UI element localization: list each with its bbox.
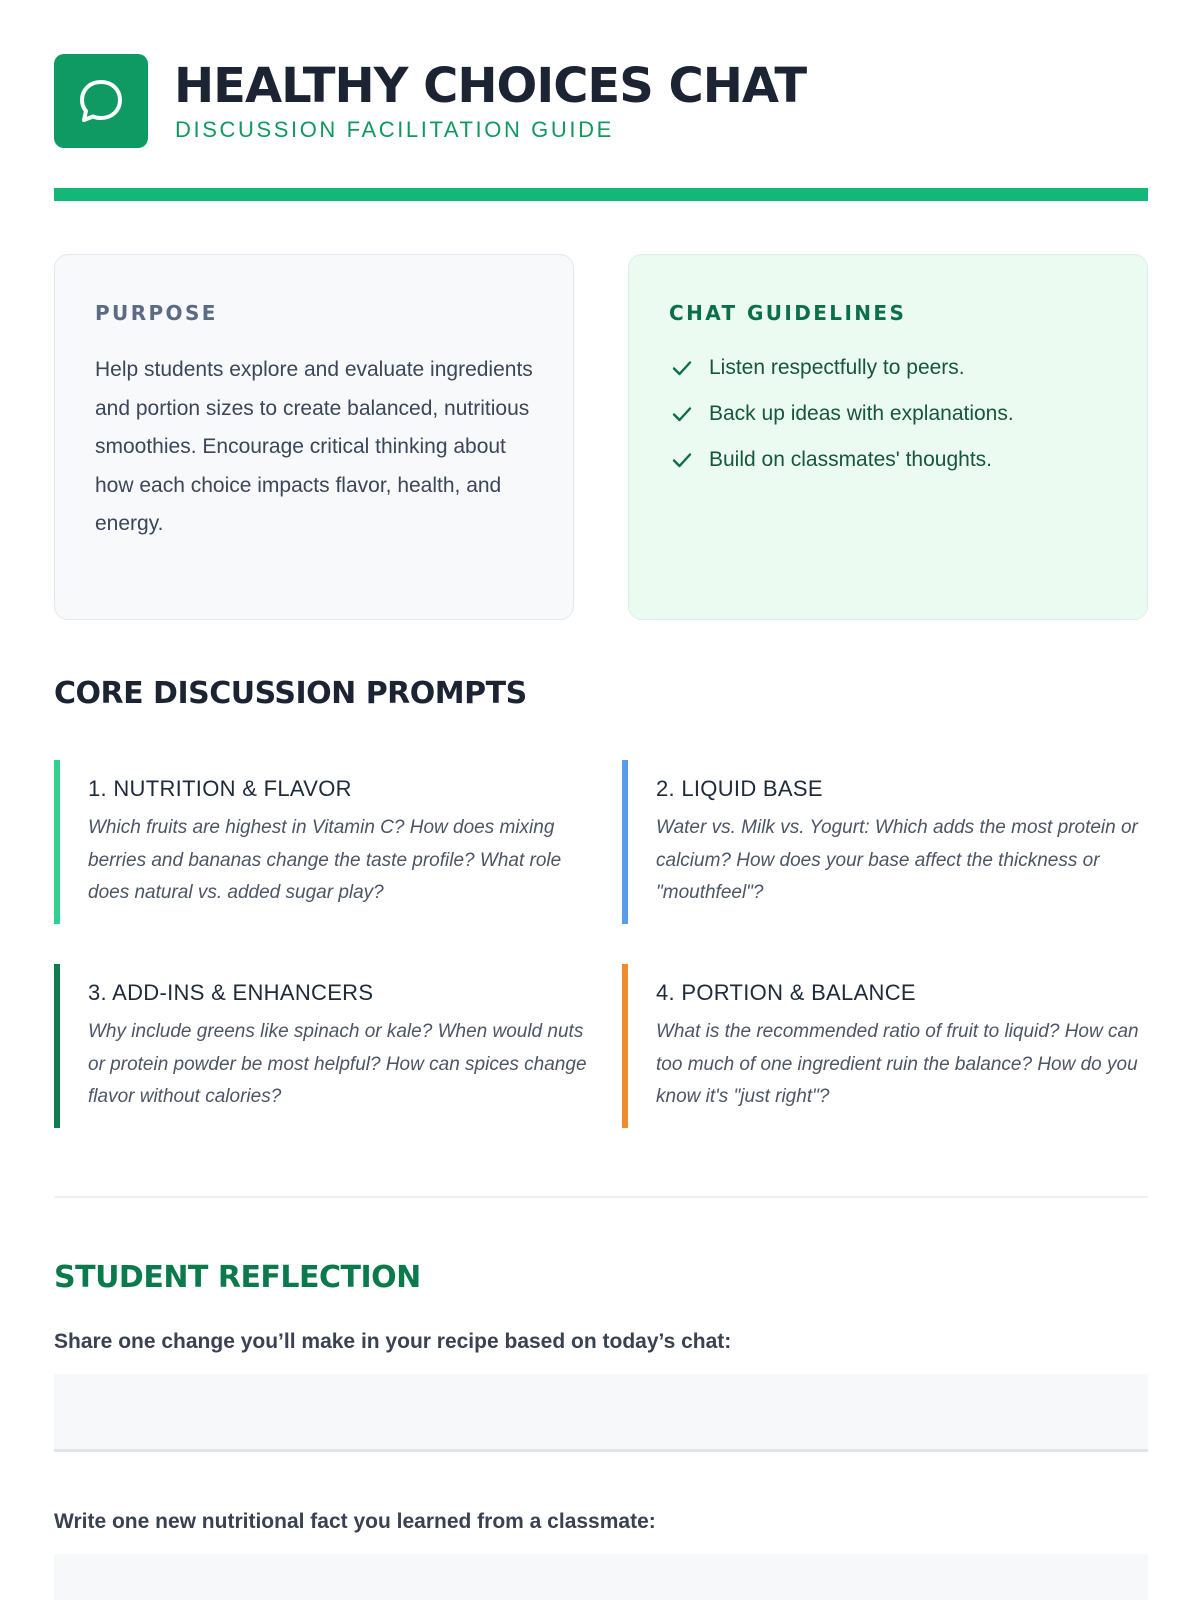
- prompt-liquid-base: [622, 760, 1156, 924]
- prompt-portion-balance: [622, 964, 1156, 1128]
- prompt-text: Which fruits are highest in Vitamin C? How does mixing berries and bananas change the taste profile? What role does natural vs. added sugar play?: [88, 817, 562, 903]
- chat-bubble-icon: [73, 73, 129, 129]
- purpose-text: Help students explore and evaluate ingredients and portion sizes to create balanced, nutritious smoothies. Encourage critical thinking about how each choice impacts flavor, health, and energy.: [95, 358, 533, 535]
- logo: [54, 54, 148, 148]
- check-icon: [669, 401, 695, 427]
- check-icon: [669, 355, 695, 381]
- prompt-text: What is the recommended ratio of fruit to liquid? How can too much of one ingredient ruin the balance? How do you know it's "just right"?: [656, 1021, 1139, 1107]
- prompts-heading: CORE DISCUSSION PROMPTS: [54, 676, 527, 711]
- prompt-text: Water vs. Milk vs. Yogurt: Which adds the most protein or calcium? How does your base affect the thickness or "mouthfeel"?: [656, 817, 1138, 903]
- purpose-heading: PURPOSE: [95, 301, 218, 325]
- check-icon: [669, 447, 695, 473]
- reflection-answer-field-1[interactable]: [54, 1374, 1148, 1452]
- prompt-title: 4. PORTION & BALANCE: [656, 980, 916, 1005]
- reflection-answer-field-2[interactable]: [54, 1554, 1148, 1600]
- guideline-text: Listen respectfully to peers.: [709, 356, 965, 379]
- prompt-title: 2. LIQUID BASE: [656, 776, 823, 801]
- guideline-item: [669, 391, 1107, 437]
- guideline-text: Build on classmates' thoughts.: [709, 448, 992, 471]
- section-divider: [54, 1196, 1148, 1198]
- reflection-question-2: Write one new nutritional fact you learned from a classmate:: [54, 1510, 656, 1533]
- prompt-text: Why include greens like spinach or kale? When would nuts or protein powder be most helpful? How can spices change flavor without calories?: [88, 1021, 587, 1107]
- prompt-add-ins-enhancers: [54, 964, 588, 1128]
- page-header: [54, 54, 1148, 148]
- page-title: HEALTHY CHOICES CHAT: [174, 58, 807, 114]
- reflection-heading: STUDENT REFLECTION: [54, 1260, 421, 1295]
- guidelines-list: [669, 345, 1107, 483]
- guidelines-heading: CHAT GUIDELINES: [669, 301, 907, 325]
- guideline-text: Back up ideas with explanations.: [709, 402, 1014, 425]
- prompt-nutrition-flavor: [54, 760, 588, 924]
- header-divider: [54, 188, 1148, 201]
- reflection-question-1: Share one change you’ll make in your recipe based on today’s chat:: [54, 1330, 732, 1353]
- prompt-title: 1. NUTRITION & FLAVOR: [88, 776, 352, 801]
- guidelines-card: [628, 254, 1148, 620]
- page-subtitle: DISCUSSION FACILITATION GUIDE: [175, 117, 614, 142]
- prompt-title: 3. ADD-INS & ENHANCERS: [88, 980, 374, 1005]
- guideline-item: [669, 345, 1107, 391]
- guideline-item: [669, 437, 1107, 483]
- purpose-card: [54, 254, 574, 620]
